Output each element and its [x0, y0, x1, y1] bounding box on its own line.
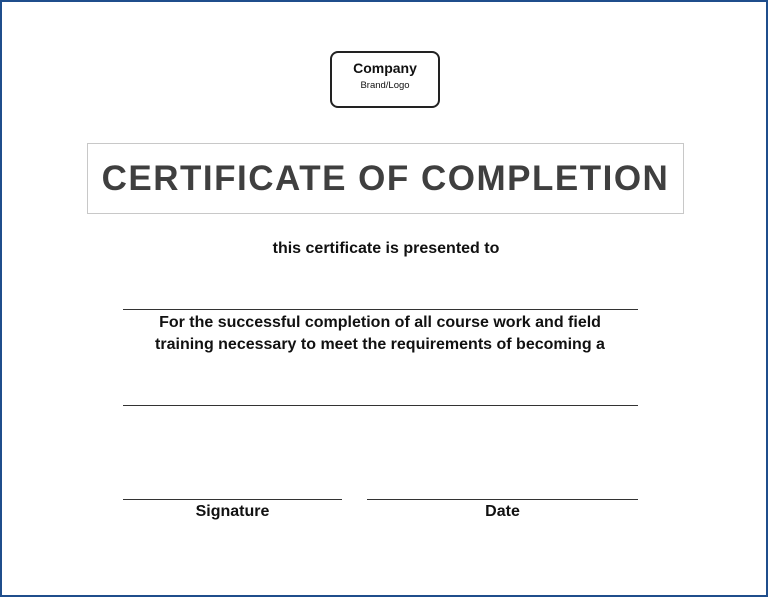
completion-statement-line-1: For the successful completion of all course work and field [159, 314, 601, 331]
signature-line [123, 499, 342, 500]
completion-statement [122, 312, 638, 356]
company-logo-placeholder [330, 51, 440, 108]
role-line [123, 405, 638, 406]
certificate-title-box [87, 143, 684, 214]
date-line [367, 499, 638, 500]
logo-subtitle: Brand/Logo [360, 80, 410, 91]
date-label: Date [485, 503, 520, 520]
logo-company-name: Company [353, 60, 417, 76]
certificate-title: CERTIFICATE OF COMPLETION [101, 158, 670, 198]
presented-to-text: this certificate is presented to [272, 240, 500, 257]
signature-label: Signature [195, 503, 270, 520]
recipient-name-line [123, 309, 638, 310]
completion-statement-line-2: training necessary to meet the requirements of becoming a [155, 336, 605, 353]
